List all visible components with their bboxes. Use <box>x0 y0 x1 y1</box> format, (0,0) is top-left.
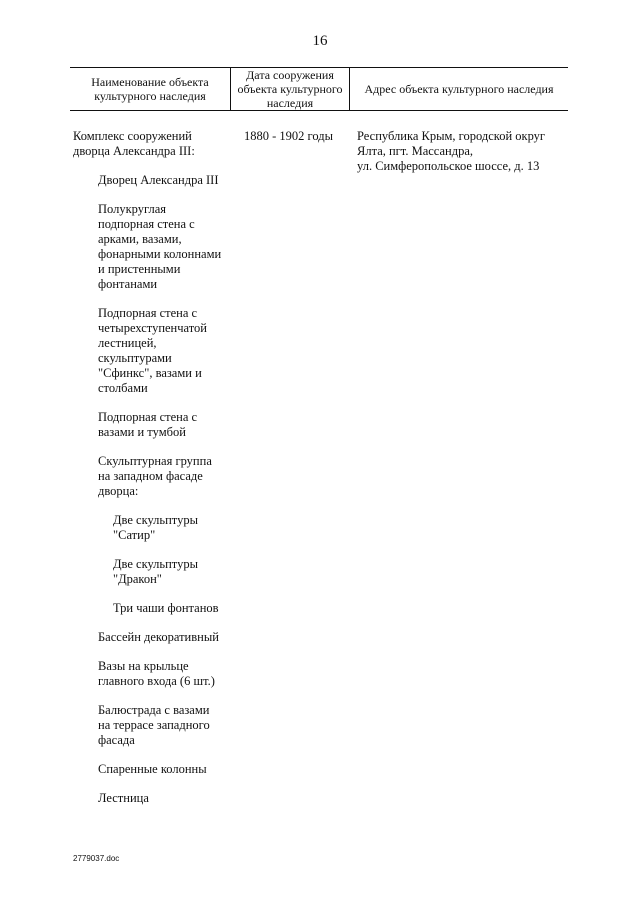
address-line: ул. Симферопольское шоссе, д. 13 <box>357 159 540 173</box>
header-address <box>350 67 568 110</box>
object-name-column <box>73 129 233 806</box>
header-line: культурного наследия <box>94 88 206 103</box>
header-line: объекта культурного <box>237 81 343 96</box>
header-name-of-object <box>70 67 230 110</box>
header-line: Наименование объекта <box>91 74 209 89</box>
header-line: Дата сооружения <box>246 67 334 82</box>
construction-date-cell: 1880 - 1902 годы <box>244 129 334 143</box>
object-name-item: Подпорная стена с четырехступенчатой лестницей, скульптурами "Сфинкс", вазами и столбами <box>98 306 207 395</box>
object-name-item: Лестница <box>98 791 149 805</box>
object-name-item: Бассейн декоративный <box>98 630 219 644</box>
object-name-item: Полукруглая подпорная стена с арками, вазами, фонарными колоннами и пристенными фонтанами <box>98 202 222 291</box>
object-name-item: Вазы на крыльце главного входа (6 шт.) <box>98 659 215 688</box>
object-name-item: Балюстрада с вазами на террасе западного фасада <box>98 703 210 747</box>
object-name-item: Комплекс сооружений дворца Александра III: <box>73 129 195 158</box>
object-name-item: Две скульптуры "Дракон" <box>113 557 198 586</box>
address-cell <box>357 129 569 174</box>
address-line: Республика Крым, городской округ <box>357 129 546 143</box>
header-line: наследия <box>266 95 314 110</box>
header-construction-date <box>231 67 349 110</box>
object-name-item: Две скульптуры "Сатир" <box>113 513 198 542</box>
header-line: Адрес объекта культурного наследия <box>364 81 554 96</box>
table-header-bottom-rule <box>70 110 568 111</box>
document-file-code: 2779037.doc <box>73 854 120 863</box>
page-number: 16 <box>312 33 328 49</box>
object-name-item: Три чаши фонтанов <box>113 601 219 615</box>
object-name-item: Подпорная стена с вазами и тумбой <box>98 410 198 439</box>
address-line: Ялта, пгт. Массандра, <box>357 144 474 158</box>
object-name-item: Дворец Александра III <box>98 173 219 187</box>
object-name-item: Спаренные колонны <box>98 762 207 776</box>
object-name-item: Скульптурная группа на западном фасаде дворца: <box>98 454 212 498</box>
